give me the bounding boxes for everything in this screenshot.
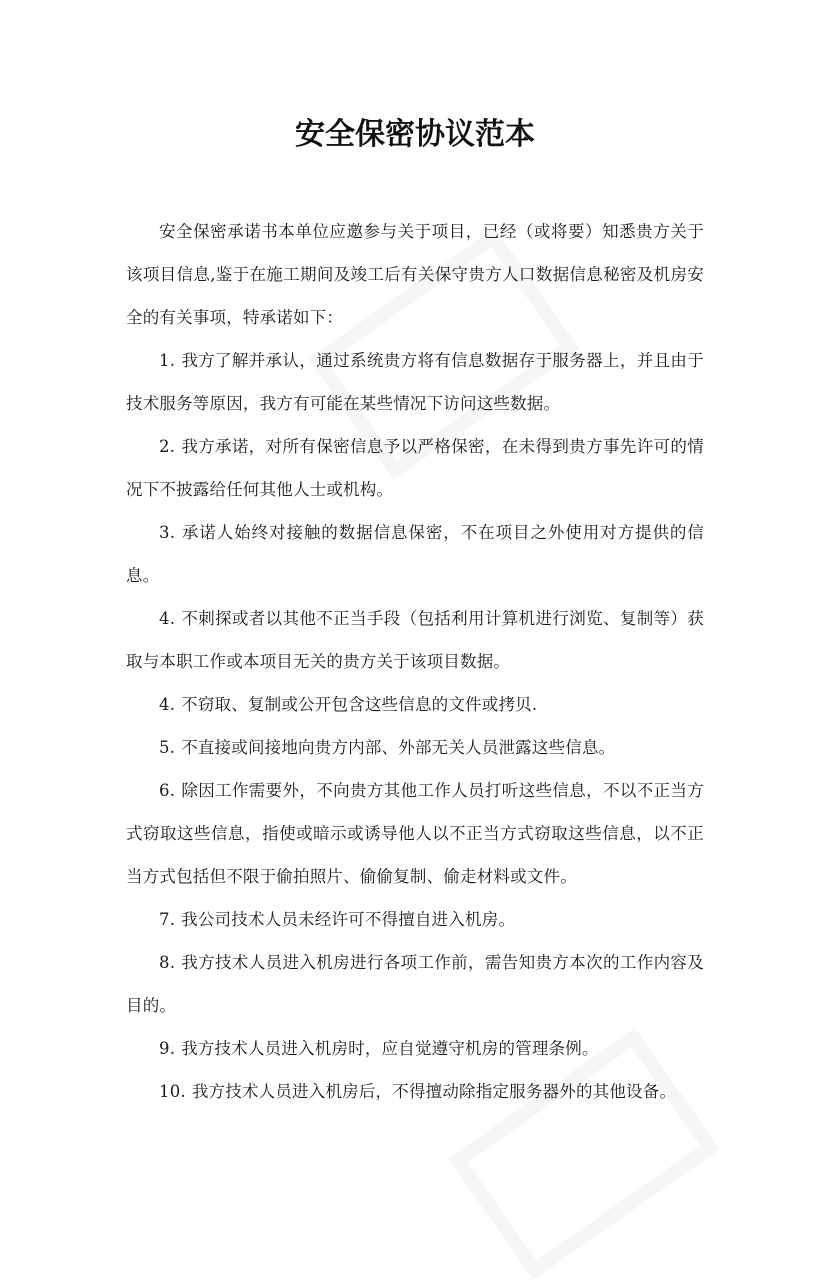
clause-number: 8. xyxy=(159,953,176,972)
document-title: 安全保密协议范本 xyxy=(295,117,535,152)
clause-text: 不窃取、复制或公开包含这些信息的文件或拷贝. xyxy=(181,695,538,714)
clause-text: 我公司技术人员未经许可不得擅自进入机房。 xyxy=(181,910,516,929)
clause-number: 7. xyxy=(159,910,176,929)
clause-number: 3. xyxy=(159,523,176,542)
clause-number: 10. xyxy=(159,1082,186,1101)
clause-item xyxy=(126,683,704,726)
clause-number: 4. xyxy=(159,695,176,714)
clause-number: 1. xyxy=(159,351,176,370)
clause-item xyxy=(126,425,704,511)
clause-text: 我方了解并承认，通过系统贵方将有信息数据存于服务器上，并且由于技术服务等原因，我方有可能在某些情况下访问这些数据。 xyxy=(126,351,704,413)
clause-text: 除因工作需要外，不向贵方其他工作人员打听这些信息，不以不正当方式窃取这些信息，指使或暗示或诱导他人以不正当方式窃取这些信息，以不正当方式包括但不限于偷拍照片、偷偷复制、偷走材料或文件。 xyxy=(126,781,704,886)
clause-text: 不直接或间接地向贵方内部、外部无关人员泄露这些信息。 xyxy=(181,738,616,757)
clause-number: 5. xyxy=(159,738,176,757)
clause-text: 不刺探或者以其他不正当手段（包括利用计算机进行浏览、复制等）获取与本职工作或本项目无关的贵方关于该项目数据。 xyxy=(126,609,704,671)
clause-item xyxy=(126,597,704,683)
clause-item xyxy=(126,339,704,425)
clause-item xyxy=(126,941,704,1027)
clause-item xyxy=(126,1070,704,1113)
clause-item xyxy=(126,726,704,769)
clause-item xyxy=(126,1027,704,1070)
clause-number: 9. xyxy=(159,1039,176,1058)
clause-number: 2. xyxy=(159,437,176,456)
clause-text: 我方技术人员进入机房后，不得擅动除指定服务器外的其他设备。 xyxy=(191,1082,677,1101)
clause-text: 承诺人始终对接触的数据信息保密，不在项目之外使用对方提供的信息。 xyxy=(126,523,704,585)
document-body xyxy=(126,210,704,1113)
intro-paragraph: 安全保密承诺书本单位应邀参与关于项目，已经（或将要）知悉贵方关于该项目信息,鉴于在施工期间及竣工后有关保守贵方人口数据信息秘密及机房安全的有关事项，特承诺如下： xyxy=(126,222,704,327)
clause-text: 我方承诺，对所有保密信息予以严格保密，在未得到贵方事先许可的情况下不披露给任何其他人士或机构。 xyxy=(126,437,704,499)
clause-text: 我方技术人员进入机房进行各项工作前，需告知贵方本次的工作内容及目的。 xyxy=(126,953,704,1015)
clause-text: 我方技术人员进入机房时，应自觉遵守机房的管理条例。 xyxy=(181,1039,599,1058)
clause-item xyxy=(126,898,704,941)
clause-number: 6. xyxy=(159,781,176,800)
clause-item xyxy=(126,769,704,898)
clause-number: 4. xyxy=(159,609,176,628)
clause-item xyxy=(126,511,704,597)
